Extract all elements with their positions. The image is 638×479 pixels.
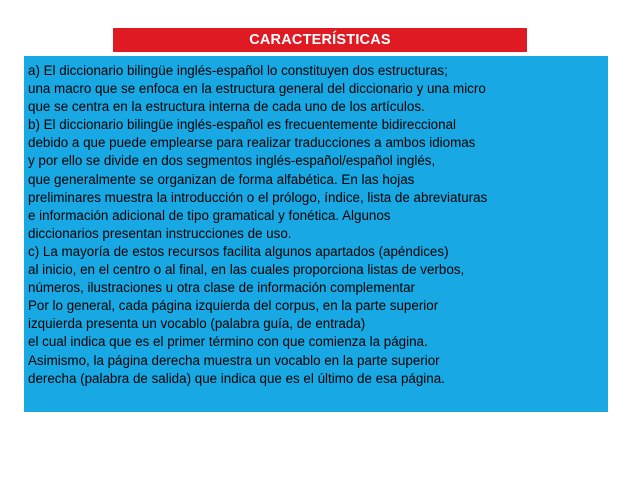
slide-footer <box>0 470 638 479</box>
content-line: b) El diccionario bilingüe inglés-español es frecuentemente bidireccional <box>28 117 457 133</box>
content-line: diccionarios presentan instrucciones de uso. <box>28 225 292 241</box>
content-box <box>24 56 608 412</box>
content-line: Asimismo, la página derecha muestra un vocablo en la parte superior <box>28 352 440 368</box>
content-line: a) El diccionario bilingüe inglés-español lo constituyen dos estructuras; <box>28 63 448 78</box>
content-line: al inicio, en el centro o al final, en las cuales proporciona listas de verbos, <box>28 262 465 278</box>
content-line: derecha (palabra de salida) que indica que es el último de esa página. <box>28 370 445 386</box>
content-line: números, ilustraciones u otra clase de información complementar <box>28 280 416 296</box>
content-line: e información adicional de tipo gramatical y fonética. Algunos <box>28 207 391 223</box>
content-line: debido a que puede emplearse para realizar traducciones a ambos idiomas <box>28 135 476 151</box>
content-line: que se centra en la estructura interna de cada uno de los artículos. <box>28 99 425 115</box>
content-line: que generalmente se organizan de forma alfabética. En las hojas <box>28 171 415 187</box>
slide-title: CARACTERÍSTICAS <box>113 28 527 52</box>
content-line: una macro que se enfoca en la estructura general del diccionario y una micro <box>28 81 486 97</box>
content-line: preliminares muestra la introducción o el prólogo, índice, lista de abreviaturas <box>28 189 488 205</box>
content-line: el cual indica que es el primer término con que comienza la página. <box>28 334 428 350</box>
content-line: Por lo general, cada página izquierda del corpus, en la parte superior <box>28 298 439 314</box>
content-line: c) La mayoría de estos recursos facilita algunos apartados (apéndices) <box>28 243 449 259</box>
content-line: izquierda presenta un vocablo (palabra guía, de entrada) <box>28 316 366 332</box>
content-line: y por ello se divide en dos segmentos inglés-español/español inglés, <box>28 153 436 169</box>
